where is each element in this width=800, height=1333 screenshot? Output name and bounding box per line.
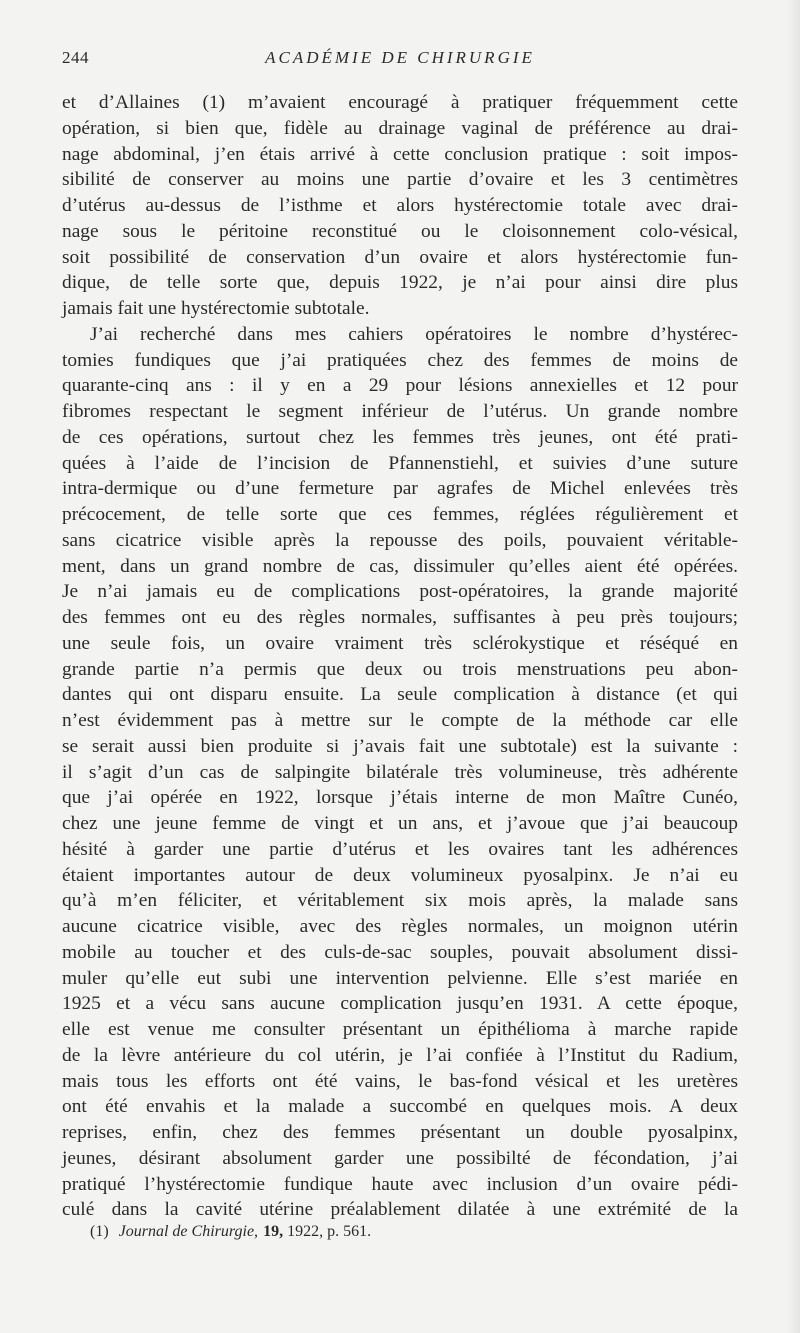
body-text bbox=[62, 90, 738, 1223]
text-line: tomies fundiques que j’ai pratiquées chez des femmes de moins de bbox=[62, 349, 738, 371]
text-line: muler qu’elle eut subi une intervention pelvienne. Elle s’est mariée en bbox=[62, 967, 738, 989]
text-line: quées à l’aide de l’incision de Pfannenstiehl, et suivies d’une suture bbox=[62, 452, 738, 474]
text-line: grande partie n’a permis que deux ou trois menstruations peu abon- bbox=[62, 658, 738, 680]
text-line: mais tous les efforts ont été vains, le bas-fond vésical et les uretères bbox=[62, 1070, 738, 1092]
text-line: une seule fois, un ovaire vraiment très sclérokystique et réséqué en bbox=[62, 632, 738, 654]
text-line: dique, de telle sorte que, depuis 1922, je n’ai pour ainsi dire plus bbox=[62, 272, 738, 294]
text-line: qu’à m’en féliciter, et véritablement six mois après, la malade sans bbox=[62, 890, 738, 912]
text-line: étaient importantes autour de deux volumineux pyosalpinx. Je n’ai eu bbox=[62, 864, 738, 886]
text-line: d’utérus au-dessus de l’isthme et alors hystérectomie totale avec drai- bbox=[62, 195, 738, 216]
text-line: sibilité de conserver au moins une partie d’ovaire et les 3 centimètres bbox=[62, 169, 738, 191]
text-line: nage abdominal, j’en étais arrivé à cette conclusion pratique : soit impos- bbox=[62, 143, 738, 165]
text-line: n’est évidemment pas à mettre sur le compte de la méthode car elle bbox=[62, 710, 738, 731]
text-line: chez une jeune femme de vingt et un ans, et j’avoue que j’ai beaucoup bbox=[62, 813, 738, 834]
text-line: de la lèvre antérieure du col utérin, je l’ai confiée à l’Institut du Radium, bbox=[62, 1044, 738, 1066]
page-number: 244 bbox=[62, 48, 89, 67]
text-line: Je n’ai jamais eu de complications post-opératoires, la grande majorité bbox=[62, 581, 738, 603]
text-line: il s’agit d’un cas de salpingite bilatérale très volumineuse, très adhérente bbox=[62, 761, 738, 783]
text-line: ment, dans un grand nombre de cas, dissimuler qu’elles aient été opérées. bbox=[62, 555, 738, 577]
text-line: quarante-cinq ans : il y en a 29 pour lésions annexielles et 12 pour bbox=[62, 375, 738, 397]
footnote-citation: 1922, p. 561. bbox=[287, 1223, 372, 1240]
text-line: culé dans la cavité utérine préalablement dilatée à une extrémité de la bbox=[62, 1199, 738, 1221]
footnote-volume: 19, bbox=[263, 1223, 284, 1240]
text-line: soit possibilité de conservation d’un ovaire et alors hystérectomie fun- bbox=[62, 246, 738, 268]
text-line: mobile au toucher et des culs-de-sac souples, pouvait absolument dissi- bbox=[62, 941, 738, 963]
text-line: nage sous le péritoine reconstitué ou le cloisonnement colo-vésical, bbox=[62, 220, 738, 242]
page-header bbox=[62, 48, 738, 72]
text-line: 1925 et a vécu sans aucune complication jusqu’en 1931. A cette époque, bbox=[62, 993, 738, 1015]
text-line: intra-dermique ou d’une fermeture par agrafes de Michel enlevées très bbox=[62, 478, 738, 500]
running-title: ACADÉMIE DE CHIRURGIE bbox=[265, 48, 535, 67]
text-line: et d’Allaines (1) m’avaient encouragé à pratiquer fréquemment cette bbox=[62, 92, 738, 113]
footnote-mark: (1) bbox=[90, 1223, 109, 1240]
text-line: reprises, enfin, chez des femmes présentant un double pyosalpinx, bbox=[62, 1122, 738, 1143]
text-line: jamais fait une hystérectomie subtotale. bbox=[62, 298, 370, 319]
page-edge-shadow bbox=[786, 0, 800, 1333]
text-line: fibromes respectant le segment inférieur de l’utérus. Un grande nombre bbox=[62, 401, 738, 422]
footnote bbox=[90, 1221, 730, 1243]
text-line: de ces opérations, surtout chez les femmes très jeunes, ont été prati- bbox=[62, 426, 738, 448]
text-line: des femmes ont eu des règles normales, suffisantes à peu près toujours; bbox=[62, 607, 738, 628]
text-line: que j’ai opérée en 1922, lorsque j’étais interne de mon Maître Cunéo, bbox=[62, 787, 738, 809]
text-line: ont été envahis et la malade a succombé en quelques mois. A deux bbox=[62, 1096, 738, 1118]
text-line: se serait aussi bien produite si j’avais fait une subtotale) est la suivante : bbox=[62, 735, 738, 757]
text-line: J’ai recherché dans mes cahiers opératoires le nombre d’hystérec- bbox=[90, 323, 738, 345]
text-line: pratiqué l’hystérectomie fundique haute avec inclusion d’un ovaire pédi- bbox=[62, 1173, 738, 1195]
footnote-journal: Journal de Chirurgie, bbox=[118, 1223, 259, 1240]
text-line: aucune cicatrice visible, avec des règles normales, un moignon utérin bbox=[62, 916, 738, 937]
text-line: dantes qui ont disparu ensuite. La seule complication à distance (et qui bbox=[62, 684, 738, 706]
text-line: précocement, de telle sorte que ces femmes, réglées régulièrement et bbox=[62, 504, 738, 525]
text-line: elle est venue me consulter présentant un épithélioma à marche rapide bbox=[62, 1019, 738, 1040]
text-line: hésité à garder une partie d’utérus et les ovaires tant les adhérences bbox=[62, 838, 738, 860]
text-line: opération, si bien que, fidèle au drainage vaginal de préférence au drai- bbox=[62, 117, 738, 139]
text-line: sans cicatrice visible après la repousse des poils, pouvaient véritable- bbox=[62, 529, 738, 551]
text-line: jeunes, désirant absolument garder une possibilté de fécondation, j’ai bbox=[62, 1147, 738, 1169]
